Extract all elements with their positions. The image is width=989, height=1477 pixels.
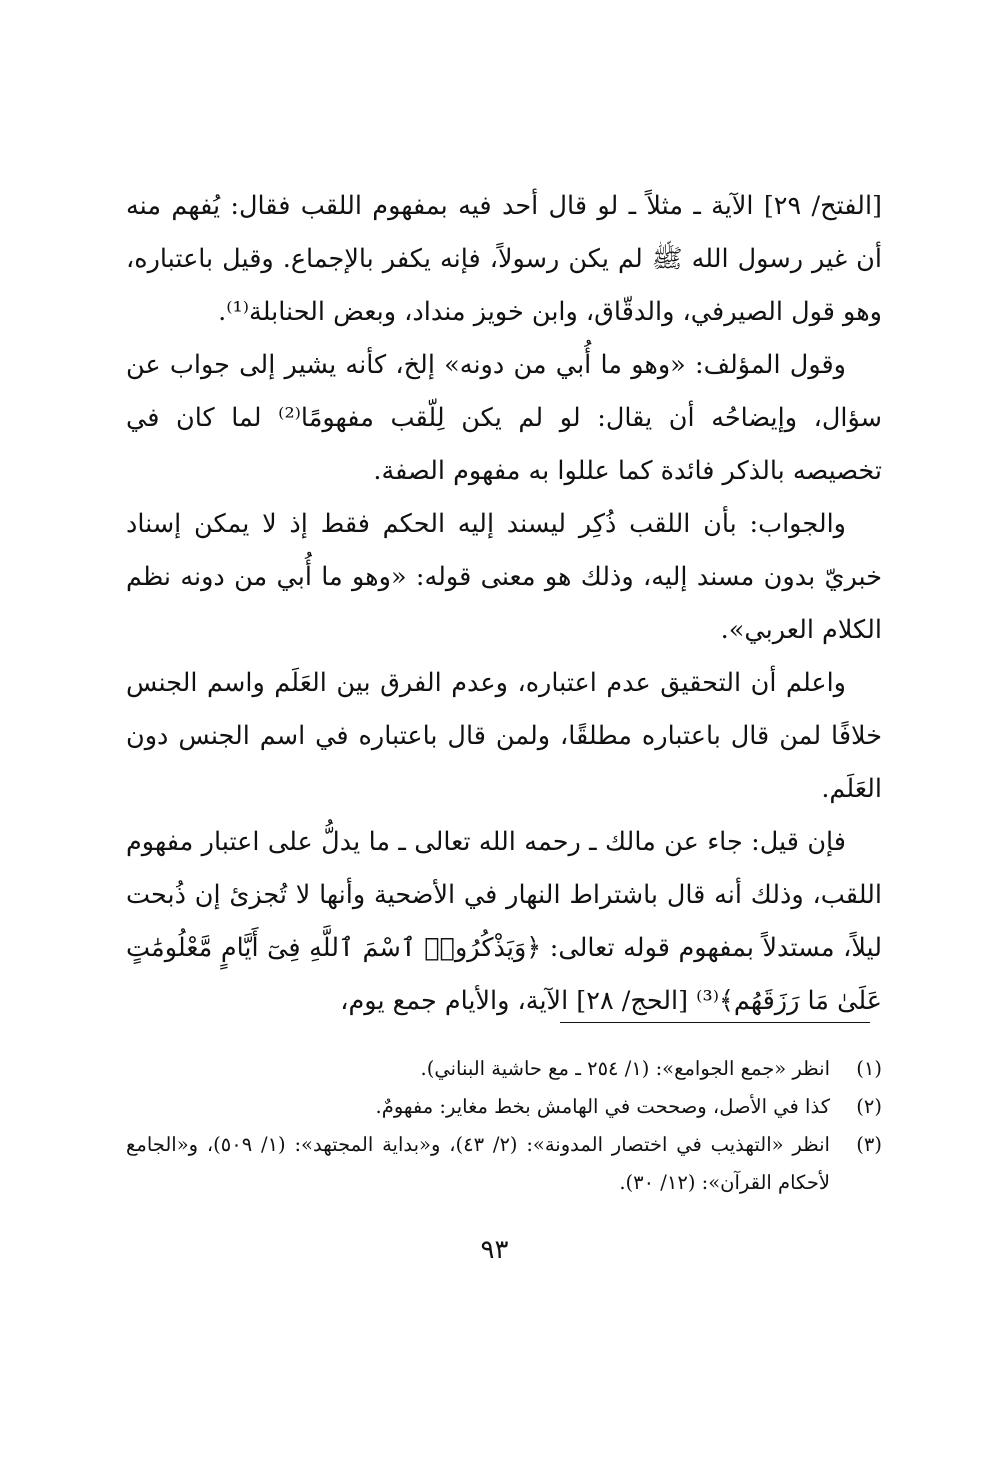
paragraph-5: فإن قيل: جاء عن مالك ـ رحمه الله تعالى ـ ما يدلُّ على اعتبار مفهوم اللقب، وذلك أنه قال باشتراط النهار في الأضحية وأنها لا تُجزئ إن ذُبحت ليلاً، مستدلاً بمفهوم قوله تعالى: ﴿وَيَذْكُرُوا۟ ٱسْمَ ٱللَّهِ فِىٓ أَيَّامٍ مَّعْلُومَٰتٍ عَلَىٰ مَا رَزَقَهُم﴾⁽³⁾ [الحج/ ٢٨] الآية، والأيام جمع يوم،	[126, 827, 882, 1016]
footnote-3	[126, 1126, 882, 1202]
footnote-number: (٣)	[856, 1133, 882, 1156]
footnote-text: كذا في الأصل، وصححت في الهامش بخط مغاير: مفهومٌ.	[375, 1095, 830, 1118]
footnote-text: انظر «التهذيب في اختصار المدونة»: (٢/ ٤٣)، و«بداية المجتهد»: (١/ ٥٠٩)، و«الجامع لأحكام القرآن»: (١٢/ ٣٠).	[126, 1133, 830, 1194]
footnote-text: انظر «جمع الجوامع»: (١/ ٢٥٤ ـ مع حاشية البناني).	[420, 1057, 830, 1080]
footnote-1	[126, 1050, 882, 1088]
paragraph-1: [الفتح/ ٢٩] الآية ـ مثلاً ـ لو قال أحد فيه بمفهوم اللقب فقال: يُفهم منه أن غير رسول الله ﷺ لم يكن رسولاً، فإنه يكفر بالإجماع. وقيل باعتباره، وهو قول الصيرفي، والدقّاق، وابن خويز منداد، وبعض الحنابلة⁽¹⁾.	[126, 191, 882, 327]
footnote-number: (٢)	[856, 1095, 882, 1118]
footnote-2	[126, 1088, 882, 1126]
main-text	[126, 180, 882, 1028]
paragraph-4: واعلم أن التحقيق عدم اعتباره، وعدم الفرق بين العَلَم واسم الجنس خلافًا لمن قال باعتباره مطلقًا، ولمن قال باعتباره في اسم الجنس دون العَلَم.	[126, 668, 882, 804]
footnote-divider	[560, 1022, 870, 1023]
footnotes	[126, 1050, 882, 1202]
paragraph-3: والجواب: بأن اللقب ذُكِر ليسند إليه الحكم فقط إذ لا يمكن إسناد خبريّ بدون مسند إليه، وذلك هو معنى قوله: «وهو ما أُبي من دونه نظم الكلام العربي».	[126, 509, 882, 645]
paragraph-2: وقول المؤلف: «وهو ما أُبي من دونه» إلخ، كأنه يشير إلى جواب عن سؤال، وإيضاحُه أن يقال: لو لم يكن لِلّقب مفهومًا⁽²⁾ لما كان في تخصيصه بالذكر فائدة كما عللوا به مفهوم الصفة.	[126, 350, 882, 486]
page-number: ٩٣	[480, 1235, 509, 1265]
footnote-number: (١)	[856, 1057, 882, 1080]
